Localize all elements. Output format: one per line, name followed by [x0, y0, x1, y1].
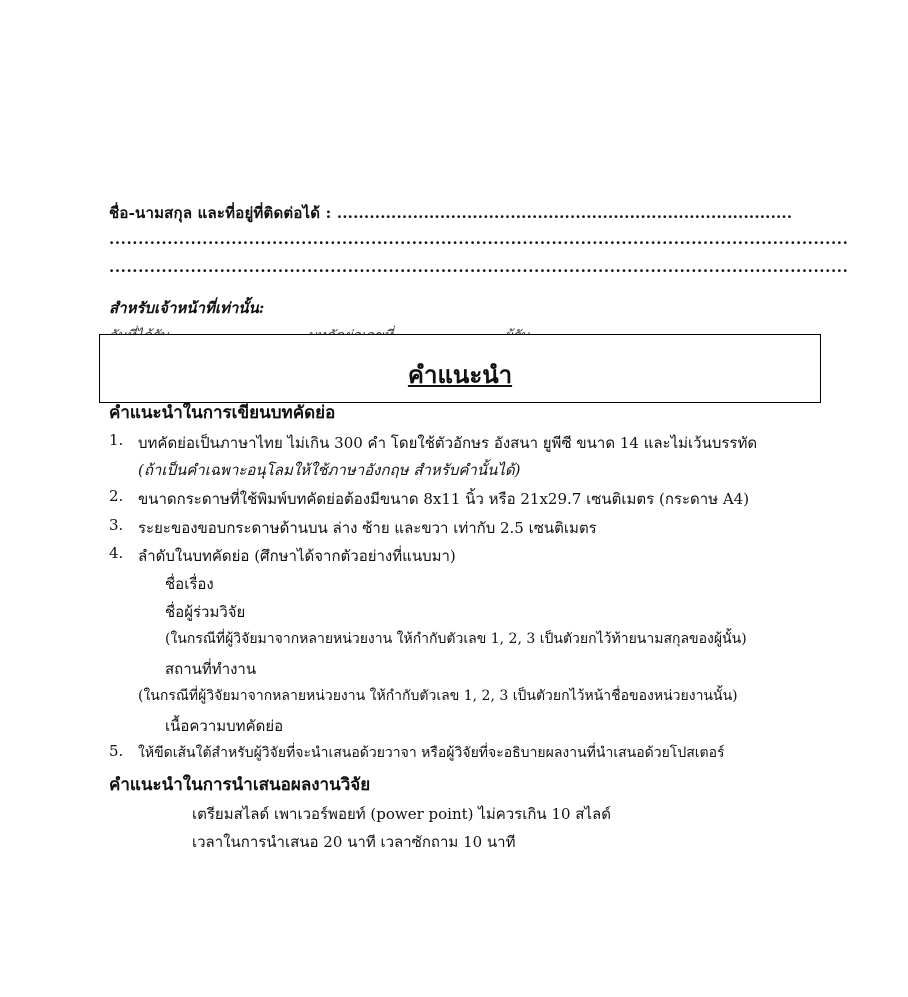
page-title: คำแนะนำ [407, 360, 513, 389]
list-item-number: 3. [109, 516, 124, 534]
abstract-section-heading: คำแนะนำในการเขียนบทคัดย่อ [109, 403, 336, 423]
list-item-number: 2. [109, 487, 124, 505]
list-item-number: 1. [109, 431, 124, 449]
presentation-section-heading: คำแนะนำในการนำเสนอผลงานวิจัย [109, 775, 371, 795]
list-item-text: ลำดับในบทคัดย่อ (ศึกษาได้จากตัวอย่างที่แนบมา) [138, 547, 456, 565]
presentation-time-line: เวลาในการนำเสนอ 20 นาที เวลาซักถาม 10 นาที [192, 833, 516, 851]
sub-item-body: เนื้อความบทคัดย่อ [165, 717, 284, 735]
sub-item-coauthors-note: (ในกรณีที่ผู้วิจัยมาจากหลายหน่วยงาน ให้กำกับตัวเลข 1, 2, 3 เป็นตัวยกไว้ท้ายนามสกุลของผู้นั้น) [165, 631, 747, 647]
sub-item-coauthors: ชื่อผู้ร่วมวิจัย [165, 603, 246, 621]
contact-label: ชื่อ-นามสกุล และที่อยู่ที่ติดต่อได้ : .................................................................................... [109, 204, 793, 222]
list-item-text: ระยะของขอบกระดาษด้านบน ล่าง ซ้าย และขวา เท่ากับ 2.5 เซนติเมตร [138, 519, 597, 537]
list-item-number: 4. [109, 544, 124, 562]
contact-dotted-line-1: ............................................................................................................................... [109, 230, 849, 248]
sub-item-title: ชื่อเรื่อง [165, 575, 214, 593]
presentation-slides-line: เตรียมสไลด์ เพาเวอร์พอยท์ (power point) ไม่ควรเกิน 10 สไลด์ [192, 805, 611, 823]
list-item-text: ขนาดกระดาษที่ใช้พิมพ์บทคัดย่อต้องมีขนาด 8x11 นิ้ว หรือ 21x29.7 เซนติเมตร (กระดาษ A4) [138, 490, 750, 508]
list-item-note: (ถ้าเป็นคำเฉพาะอนุโลมให้ใช้ภาษาอังกฤษ สำหรับคำนั้นได้) [138, 461, 521, 479]
sub-item-workplace-note: (ในกรณีที่ผู้วิจัยมาจากหลายหน่วยงาน ให้กำกับตัวเลข 1, 2, 3 เป็นตัวยกไว้หน้าชื่อของหน่วยงานนั้น) [138, 688, 738, 704]
list-item-text: ให้ขีดเส้นใต้สำหรับผู้วิจัยที่จะนำเสนอด้วยวาจา หรือผู้วิจัยที่จะอธิบายผลงานที่นำเสนอด้วยโปสเตอร์ [138, 745, 725, 761]
list-item-number: 5. [109, 742, 124, 760]
list-item-text: บทคัดย่อเป็นภาษาไทย ไม่เกิน 300 คำ โดยใช้ตัวอักษร อังสนา ยูพีซี ขนาด 14 และไม่เว้นบรรทัด [138, 434, 758, 452]
contact-dotted-line-2: ............................................................................................................................... [109, 258, 849, 276]
official-use-title: สำหรับเจ้าหน้าที่เท่านั้น: [109, 299, 265, 317]
title-box [99, 334, 821, 403]
sub-item-workplace: สถานที่ทำงาน [165, 660, 257, 678]
